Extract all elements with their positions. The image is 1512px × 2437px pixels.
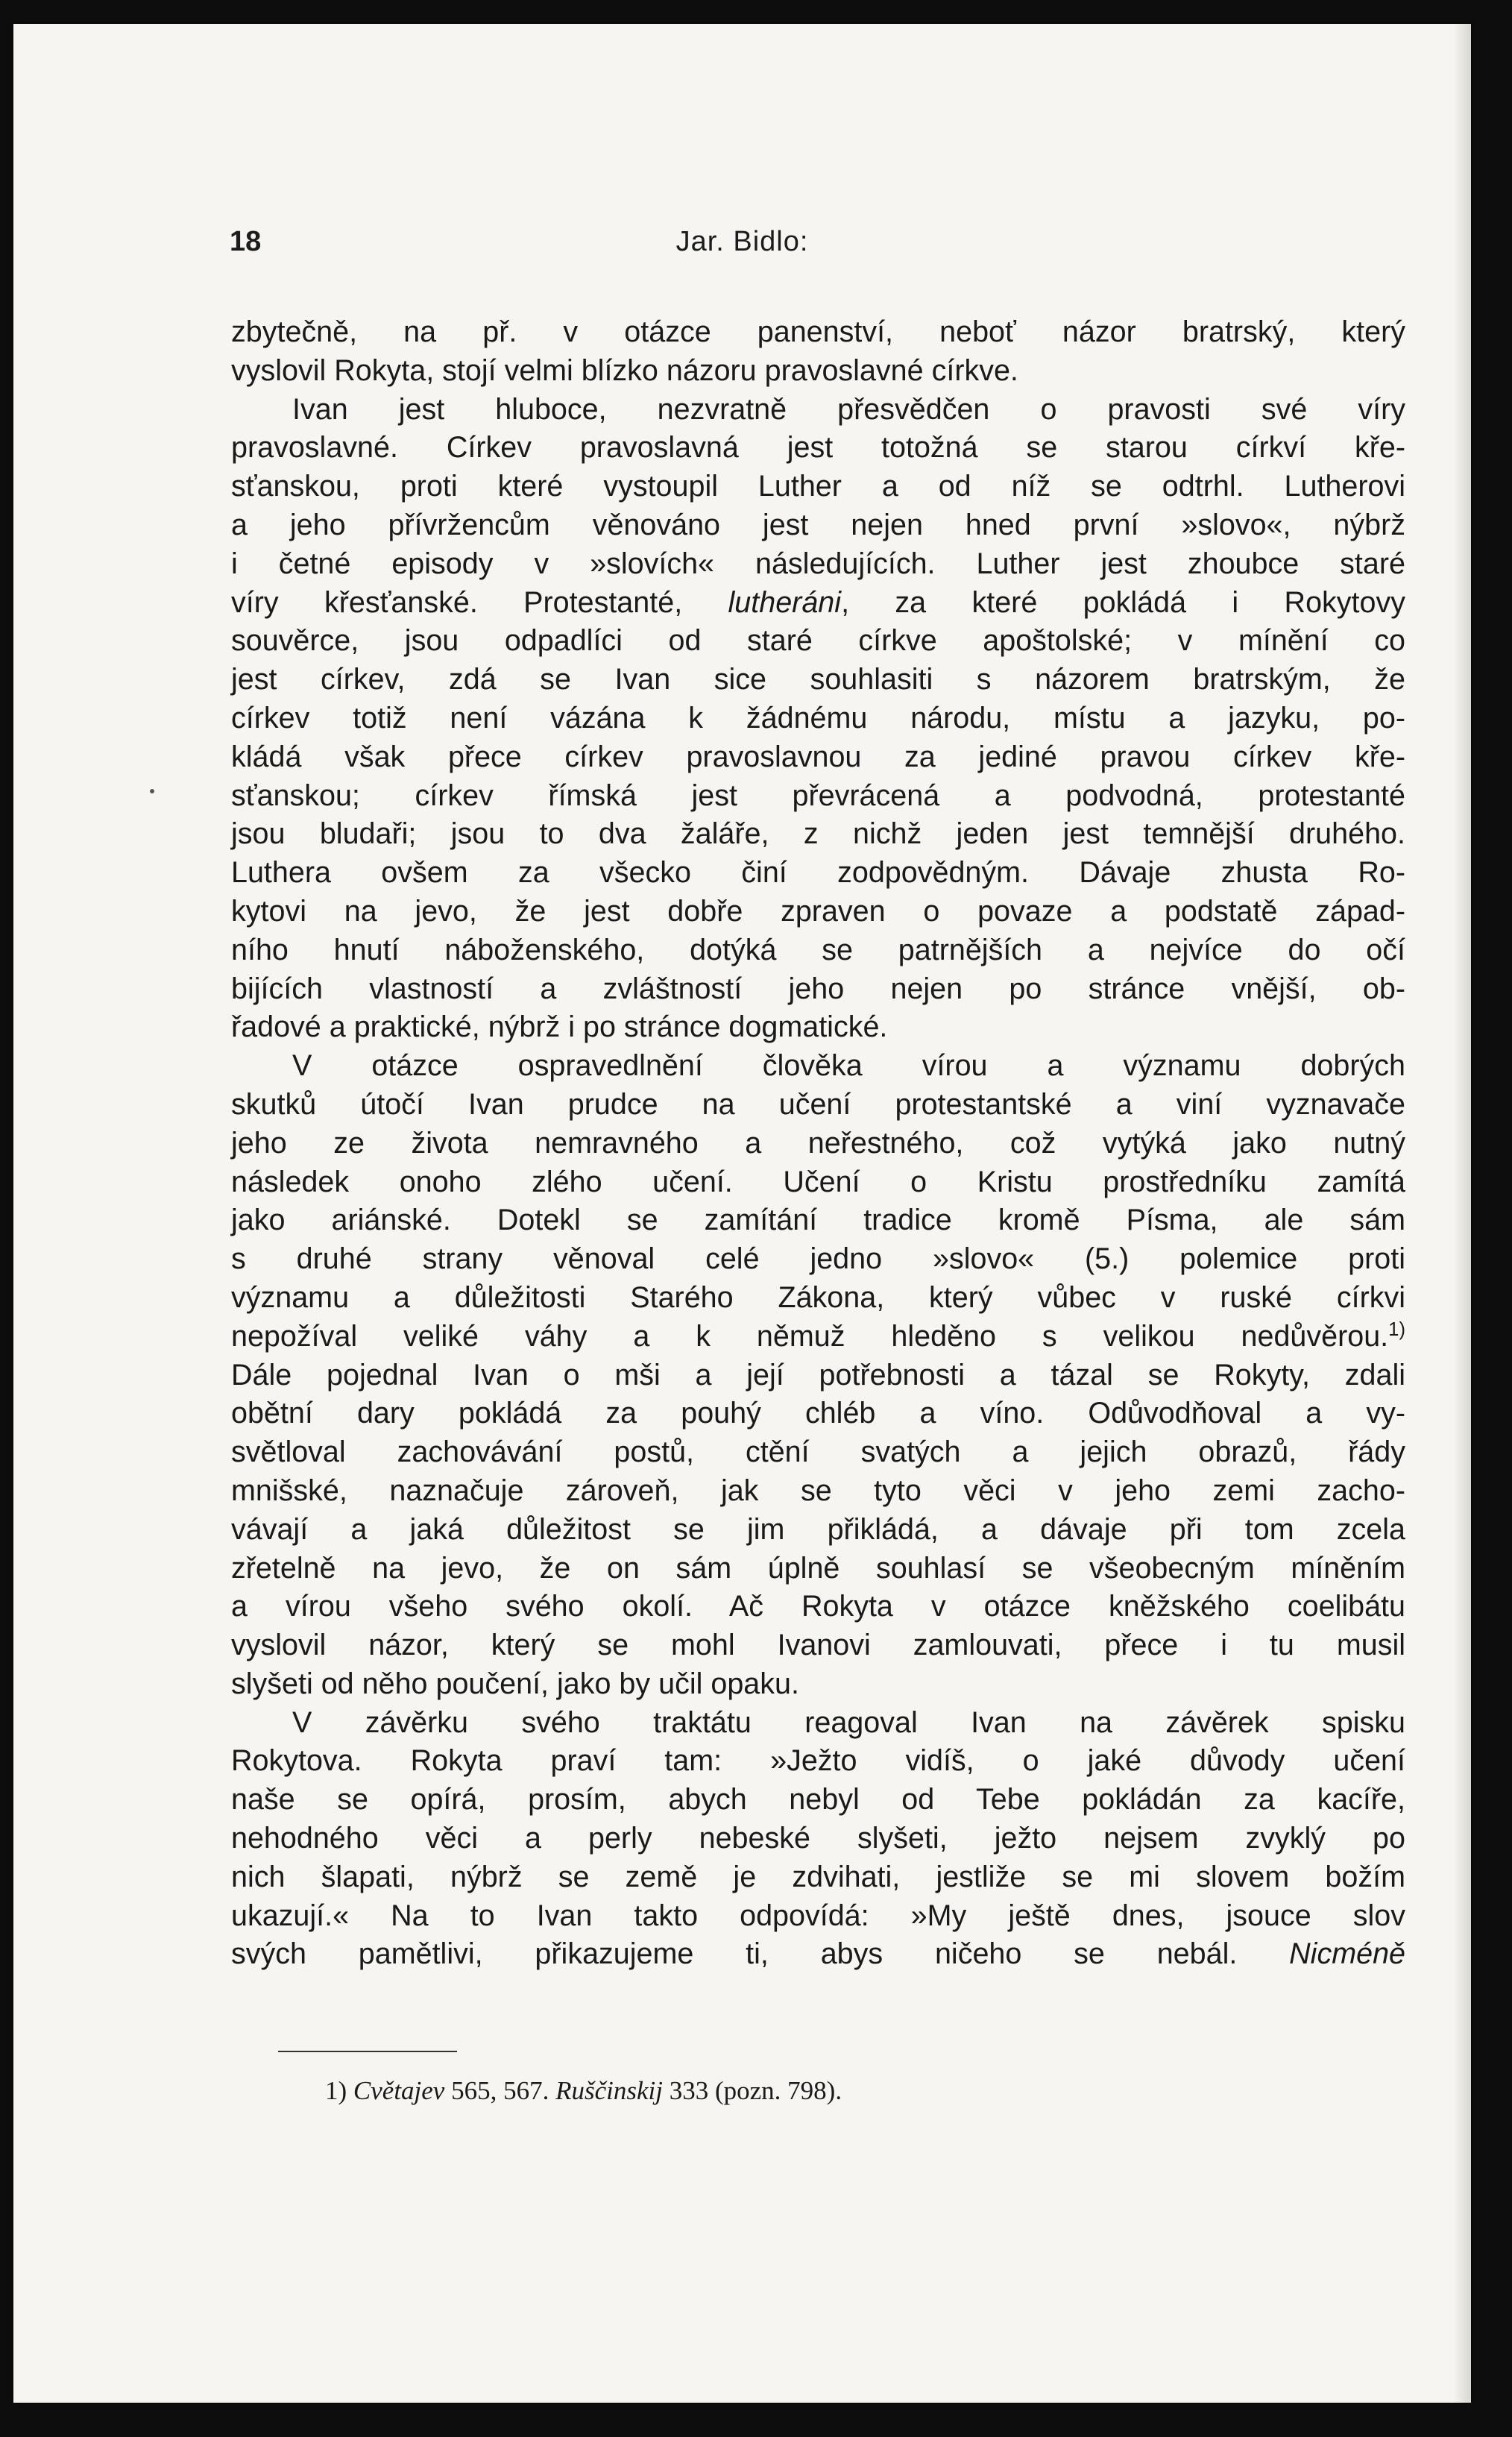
footnote bbox=[325, 2073, 1406, 2109]
text-line: obětní dary pokládá za pouhý chléb a víno. Odůvodňoval a vy- bbox=[231, 1397, 1405, 1430]
text-line: naše se opírá, prosím, abych nebyl od Tebe pokládán za kacíře, bbox=[231, 1783, 1405, 1817]
emphasis-nicmene: Nicméně bbox=[1289, 1937, 1405, 1971]
text-line: pravoslavné. Církev pravoslavná jest totožná se starou církví kře- bbox=[231, 431, 1405, 465]
text-line: skutků útočí Ivan prudce na učení protestantské a viní vyznavače bbox=[231, 1087, 1405, 1121]
text-line: řadové a praktické, nýbrž i po stránce dogmatické. bbox=[231, 1010, 888, 1044]
text-line: jest církev, zdá se Ivan sice souhlasiti s názorem bratrským, že bbox=[231, 663, 1405, 696]
text-line: Luthera ovšem za všecko činí zodpovědným. Dávaje zhusta Ro- bbox=[231, 856, 1405, 890]
text-line: jsou bludaři; jsou to dva žaláře, z nichž jeden jest temnější druhého. bbox=[231, 817, 1405, 851]
page-edge-shadow bbox=[1453, 24, 1471, 2403]
text-line: sťanskou; církev římská jest převrácená a podvodná, protestanté bbox=[231, 779, 1405, 812]
text-line: s druhé strany věnoval celé jedno »slovo« (5.) polemice proti bbox=[231, 1242, 1405, 1276]
text-line: vávají a jaká důležitost se jim přikládá, a dávaje při tom zcela bbox=[231, 1512, 1405, 1546]
text-line: světloval zachovávání postů, ctění svatých a jejich obrazů, řády bbox=[231, 1436, 1405, 1469]
text-line: a vírou všeho svého okolí. Ač Rokyta v otázce kněžského coelibátu bbox=[231, 1590, 1405, 1623]
text-line: V otázce ospravedlnění člověka vírou a významu dobrých bbox=[292, 1049, 1405, 1083]
text-line: následek onoho zlého učení. Učení o Kristu prostředníku zamítá bbox=[231, 1165, 1405, 1198]
text-line: vyslovil Rokyta, stojí velmi blízko názoru pravoslavné církve. bbox=[231, 353, 1018, 387]
page-number: 18 bbox=[230, 226, 262, 257]
footnote-author-1: Cvětajev bbox=[353, 2076, 445, 2105]
text-line: souvěrce, jsou odpadlíci od staré církve apoštolské; v mínění co bbox=[231, 624, 1405, 658]
text-line: nich šlapati, nýbrž se země je zdvihati, jestliže se mi slovem božím bbox=[231, 1860, 1405, 1893]
text-fragment: nepožíval veliké váhy a k němuž hleděno s velikou nedůvěrou. bbox=[231, 1319, 1389, 1353]
text-line: V závěrku svého traktátu reagoval Ivan na závěrek spisku bbox=[292, 1705, 1405, 1739]
text-line: a jeho přívržencům věnováno jest nejen hned první »slovo«, nýbrž bbox=[231, 508, 1405, 541]
text-line: bijících vlastností a zvláštností jeho nejen po stránce vnější, ob- bbox=[231, 972, 1405, 1005]
footnote-marker: 1) bbox=[325, 2076, 347, 2105]
footnote-pages-1: 565, 567. bbox=[444, 2076, 556, 2105]
text-line: Dále pojednal Ivan o mši a její potřebnosti a tázal se Rokyty, zdali bbox=[231, 1358, 1405, 1392]
body-text bbox=[231, 313, 1405, 1974]
text-line: vyslovil názor, který se mohl Ivanovi zamlouvati, přece i tu musil bbox=[231, 1629, 1405, 1662]
text-line: zbytečně, na př. v otázce panenství, neboť názor bratrský, který bbox=[231, 315, 1405, 348]
text-line: víry křesťanské. Protestanté, lutheráni, za které pokládá i Rokytovy bbox=[231, 585, 1405, 619]
text-line: kládá však přece církev pravoslavnou za jediné pravou církev kře- bbox=[231, 740, 1405, 773]
text-line: jeho ze života nemravného a neřestného, což vytýká jako nutný bbox=[231, 1126, 1405, 1160]
book-page bbox=[13, 24, 1471, 2403]
running-head: Jar. Bidlo: bbox=[675, 226, 809, 257]
footnote-pages-2: 333 (pozn. 798). bbox=[662, 2076, 842, 2105]
text-line: ukazují.« Na to Ivan takto odpovídá: »My ještě dnes, jsouce slov bbox=[231, 1899, 1405, 1932]
footnote-reference: 1) bbox=[1388, 1318, 1405, 1340]
text-line: Ivan jest hluboce, nezvratně přesvědčen o pravosti své víry bbox=[292, 392, 1405, 426]
footnote-author-2: Ruščinskij bbox=[555, 2076, 663, 2105]
text-line: významu a důležitosti Starého Zákona, který vůbec v ruské církvi bbox=[231, 1280, 1405, 1314]
text-line: nehodného věci a perly nebeské slyšeti, ježto nejsem zvyklý po bbox=[231, 1822, 1405, 1855]
text-line: svých pamětlivi, přikazujeme ti, abys ničeho se nebál. Nicméně bbox=[231, 1937, 1405, 1971]
scan-speck bbox=[150, 789, 154, 793]
page-header bbox=[13, 226, 1471, 271]
text-line: církev totiž není vázána k žádnému národu, místu a jazyku, po- bbox=[231, 701, 1405, 735]
text-line: Rokytova. Rokyta praví tam: »Ježto vidíš, o jaké důvody učení bbox=[231, 1744, 1405, 1778]
text-line: zřetelně na jevo, že on sám úplně souhlasí se všeobecným míněním bbox=[231, 1551, 1405, 1585]
emphasis-lutherani: lutheráni bbox=[728, 585, 842, 619]
text-line: ního hnutí náboženského, dotýká se patrnějších a nejvíce do očí bbox=[231, 933, 1405, 966]
text-line bbox=[231, 1318, 1405, 1356]
text-line: jako ariánské. Dotekl se zamítání tradice kromě Písma, ale sám bbox=[231, 1204, 1405, 1237]
footnote-divider bbox=[278, 2051, 457, 2052]
text-line: i četné episody v »slovích« následujících. Luther jest zhoubce staré bbox=[231, 547, 1405, 580]
text-line: kytovi na jevo, že jest dobře zpraven o povaze a podstatě západ- bbox=[231, 894, 1405, 928]
text-line: mnišské, naznačuje zároveň, jak se tyto věci v jeho zemi zacho- bbox=[231, 1474, 1405, 1507]
text-line: slyšeti od něho poučení, jako by učil opaku. bbox=[231, 1667, 799, 1700]
text-line: sťanskou, proti které vystoupil Luther a od níž se odtrhl. Lutherovi bbox=[231, 470, 1405, 503]
